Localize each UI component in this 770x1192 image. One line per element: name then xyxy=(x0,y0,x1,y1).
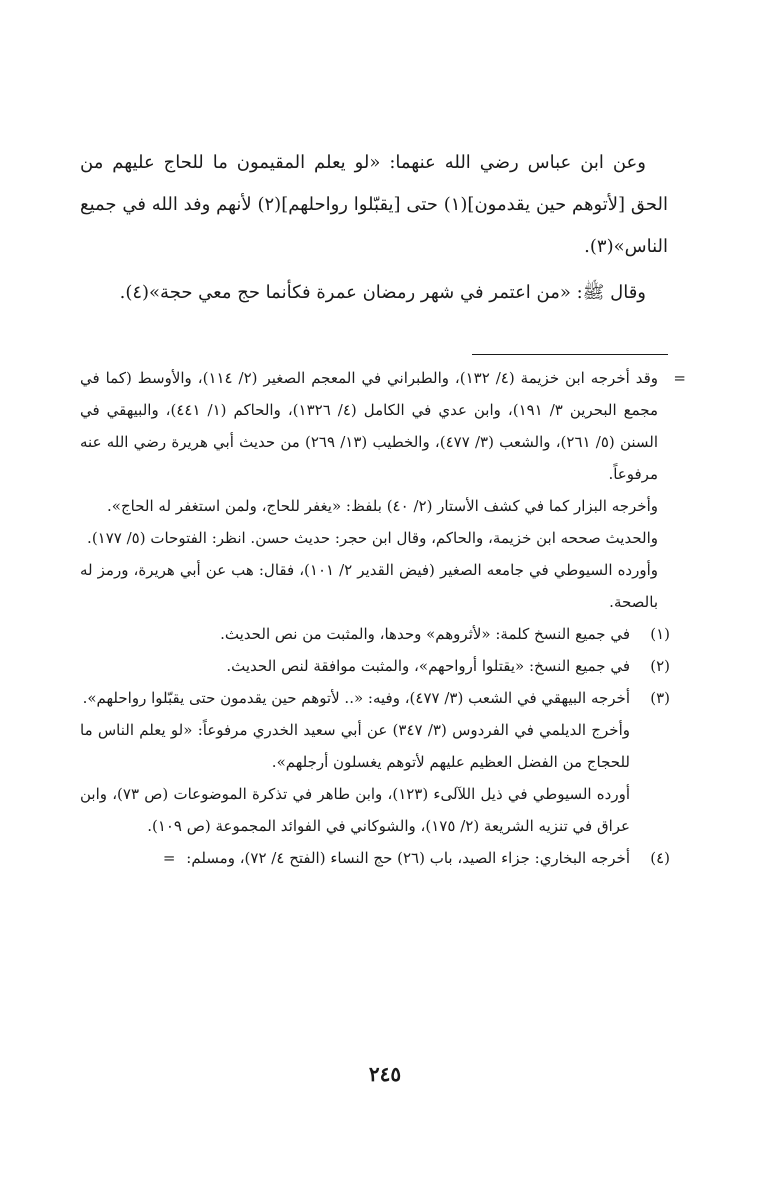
footnote-text-wrapper xyxy=(80,842,630,874)
footnote-number: (١) xyxy=(650,625,670,643)
footnote-4 xyxy=(80,842,670,874)
footnote-separator xyxy=(472,354,668,355)
footnote-text: أورده السيوطي في ذيل اللآلىء (١٢٣)، وابن طاهر في تذكرة الموضوعات (ص ٧٣)، وابن عراق في تنزيه الشريعة (٢/ ١٧٥)، والشوكاني في الفوائد المجموعة (ص ١٠٩). xyxy=(80,785,630,835)
footnote-text: أخرجه البيهقي في الشعب (٣/ ٤٧٧)، وفيه: «.. لأتوهم حين يقدمون حتى يقبّلوا رواحلهم». xyxy=(82,689,630,707)
footnote-continuation-paragraph: والحديث صححه ابن خزيمة، والحاكم، وقال ابن حجر: حديث حسن. انظر: الفتوحات (٥/ ١٧٧). xyxy=(87,529,658,547)
footnote-text: وأخرج الديلمي في الفردوس (٣/ ٣٤٧) عن أبي سعيد الخدري مرفوعاً: «لو يعلم الناس ما للحجاج من الفضل العظيم عليهم لأتوهم يغسلون أرجلهم». xyxy=(80,721,630,771)
footnote-text: أخرجه البخاري: جزاء الصيد، باب (٢٦) حج النساء (الفتح ٤/ ٧٢)، ومسلم: xyxy=(186,849,630,867)
continuation-mark-end: = xyxy=(162,849,176,867)
footnote-continuation-paragraph: وقد أخرجه ابن خزيمة (٤/ ١٣٢)، والطبراني في المعجم الصغير (٢/ ١١٤)، والأوسط (كما في مجمع البحرين ٣/ ١٩١)، وابن عدي في الكامل (٤/ ١٣٢٦)، والحاكم (١/ ٤٤١)، والبيهقي في السنن (٥/ ٢٦١)، والشعب (٣/ ٤٧٧)، والخطيب (١٣/ ٢٦٩) من حديث أبي هريرة رضي الله عنه مرفوعاً. xyxy=(80,369,659,483)
footnotes xyxy=(80,362,686,874)
footnote-text: في جميع النسخ كلمة: «لأثروهم» وحدها، والمثبت من نص الحديث. xyxy=(220,625,630,643)
page-number: ٢٤٥ xyxy=(368,1062,402,1086)
footnote-text: في جميع النسخ: «يقتلوا أرواحهم»، والمثبت موافقة لنص الحديث. xyxy=(226,657,630,675)
footnote-continuation-paragraph: وأورده السيوطي في جامعه الصغير (فيض القدير ٢/ ١٠١)، فقال: هب عن أبي هريرة، ورمز له بالصحة. xyxy=(80,561,659,611)
continuation-mark: = xyxy=(673,369,686,387)
main-paragraph-2: وقال ﷺ: «من اعتمر في شهر رمضان عمرة فكأنما حج معي حجة»(٤). xyxy=(119,282,646,303)
footnote-number: (٤) xyxy=(650,849,670,867)
footnote-3 xyxy=(80,682,670,714)
footnote-number: (٣) xyxy=(650,689,670,707)
footnote-continuation-paragraph: وأخرجه البزار كما في كشف الأستار (٢/ ٤٠) بلفظ: «يغفر للحاج، ولمن استغفر له الحاج». xyxy=(107,497,658,515)
main-text xyxy=(80,142,668,314)
main-paragraph-1: وعن ابن عباس رضي الله عنهما: «لو يعلم المقيمون ما للحاج عليهم من الحق [لأتوهم حين يقدمون](١) حتى [يقبّلوا رواحلهم](٢) لأنهم وفد الله في جميع الناس»(٣). xyxy=(80,152,668,257)
footnote-2 xyxy=(80,650,670,682)
footnote-1 xyxy=(80,618,670,650)
footnote-number: (٢) xyxy=(650,657,670,675)
